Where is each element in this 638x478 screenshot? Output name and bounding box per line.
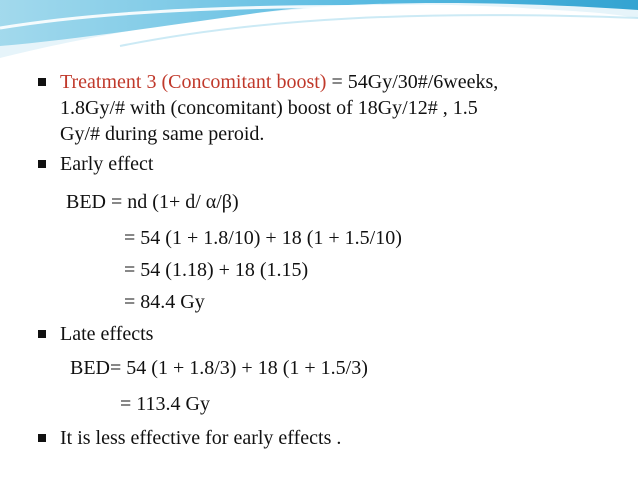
treatment-detail: = 54Gy/30#/6weeks, (326, 71, 499, 93)
text-line-late: Late effects (60, 323, 154, 345)
formula-step-2: = 54 (1.18) + 18 (1.15) (124, 259, 309, 281)
conclusion-line: It is less effective for early effects . (60, 427, 342, 449)
formula-result-early: = 84.4 Gy (124, 291, 205, 313)
bullet-icon (38, 78, 46, 86)
bullet-icon (38, 330, 46, 338)
treatment-heading: Treatment 3 (Concomitant boost) (60, 71, 327, 93)
text-line-4: Early effect (60, 153, 154, 175)
formula-bed-late: BED= 54 (1 + 1.8/3) + 18 (1 + 1.5/3) (70, 357, 368, 379)
bullet-icon (38, 434, 46, 442)
text-line-1 (60, 70, 498, 94)
formula-bed-early: BED = nd (1+ d/ α/β) (66, 191, 239, 213)
formula-step-1: = 54 (1 + 1.8/10) + 18 (1 + 1.5/10) (124, 227, 402, 249)
formula-result-late: = 113.4 Gy (120, 393, 210, 415)
text-line-3: Gy/# during same peroid. (60, 123, 265, 145)
text-line-2: 1.8Gy/# with (concomitant) boost of 18Gy/12# , 1.5 (60, 97, 478, 119)
bullet-icon (38, 160, 46, 168)
